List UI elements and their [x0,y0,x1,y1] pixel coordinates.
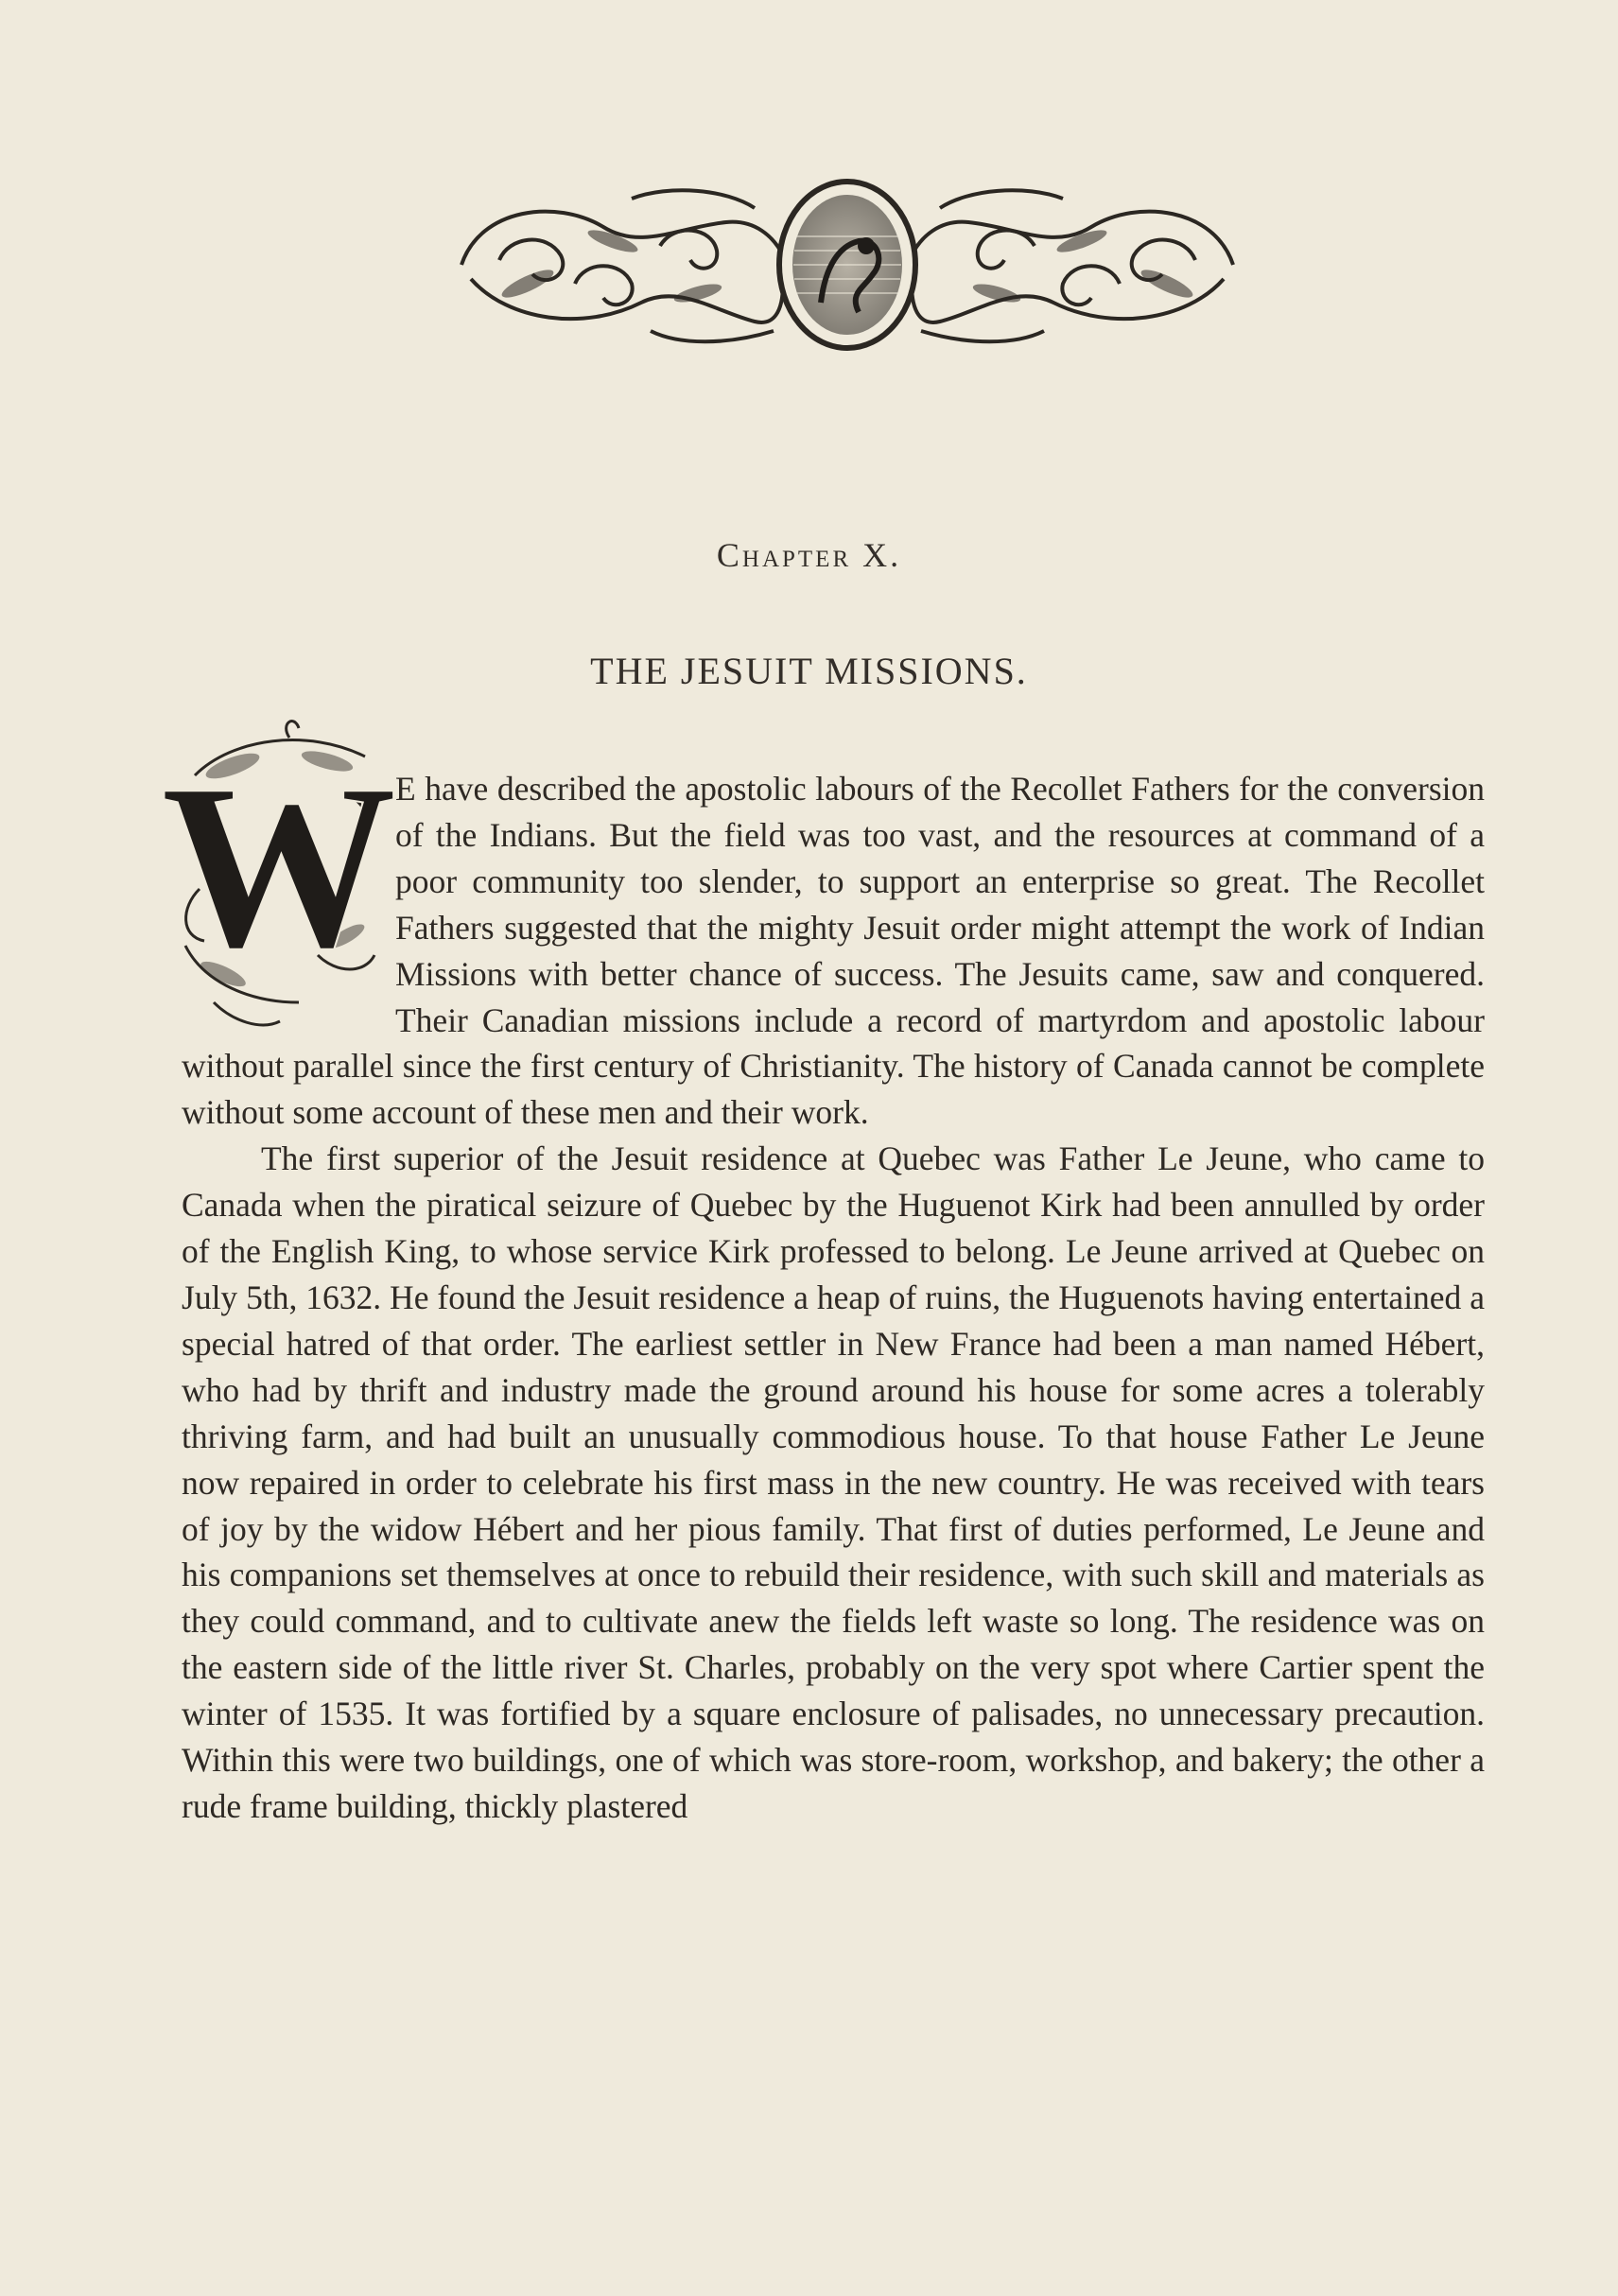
headpiece-ornament [443,170,1252,359]
chapter-title: THE JESUIT MISSIONS. [590,650,1028,692]
body-text [161,736,1485,1830]
scroll-left-icon [461,190,783,341]
decorative-initial-w-icon [161,719,397,1040]
medallion-icon [779,182,915,348]
chapter-label: Chapter X. [716,536,902,574]
paragraph-2: The first superior of the Jesuit residence at Quebec was Father Le Jeune, who came to Canada when the piratical seizure of Quebec by the Huguenot Kirk had been annulled by order of the English King, to whose service Kirk professed to belong. Le Jeune arrived at Quebec on July 5th, 1632. He found the Jesuit residence a heap of ruins, the Huguenots having entertained a special hatred of that order. The earliest settler in New France had been a man named Hébert, who had by thrift and industry made the ground around his house for some acres a tolerably thriving farm, and had built an unusually commodious house. To that house Father Le Jeune now repaired in order to celebrate his first mass in the new country. He was received with tears of joy by the widow Hébert and her pious family. That first of duties performed, Le Jeune and his companions set themselves at once to rebuild their residence, with such skill and materials as they could command, and to cultivate anew the fields left waste so long. The residence was on the eastern side of the little river St. Charles, probably on the very spot where Cartier spent the winter of 1535. It was fortified by a square enclosure of palisades, no unnecessary precaution. Within this were two buildings, one of which was store-room, workshop, and bakery; the other a rude frame building, thickly plastered [182,1139,1485,1825]
scroll-right-icon [912,190,1233,341]
dropcap-letter: W [161,736,397,998]
paragraph-1: E have described the apostolic labours of the Recollet Fathers for the conversion of the Indians. But the field was too vast, and the resources at command of a poor community too slender, to support an enterprise so great. The Recollet Fathers suggested that the mighty Jesuit order might attempt the work of Indian Missions with better chance of success. The Jesuits came, saw and conquered. Their Canadian missions include a record of martyrdom and apostolic labour without parallel since the first century of Christianity. The history of Canada cannot be complete without some account of these men and their work. [182,770,1485,1132]
